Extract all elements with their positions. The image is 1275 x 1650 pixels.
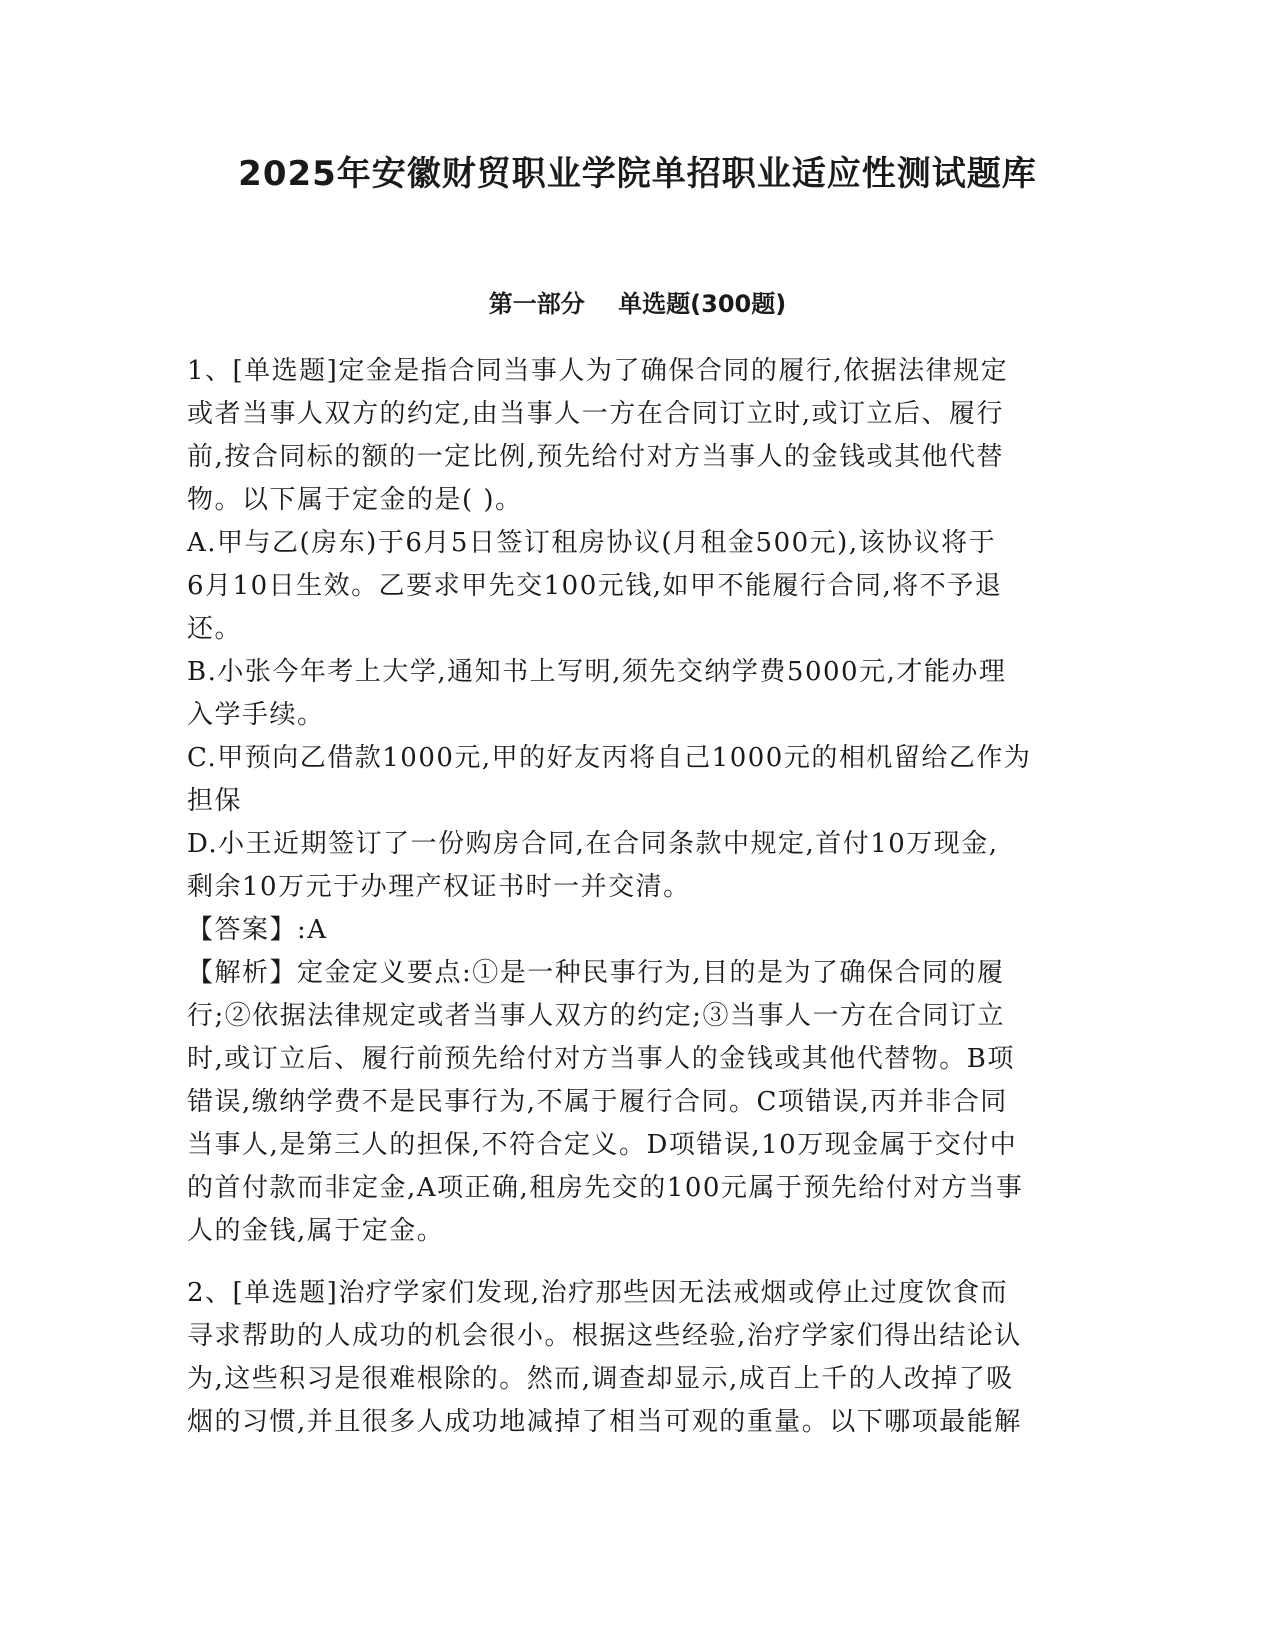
question-line: 为,这些积习是很难根除的。然而,调查却显示,成百上千的人改掉了吸 [187, 1364, 1014, 1394]
explanation-line: 行;②依据法律规定或者当事人双方的约定;③当事人一方在合同订立 [187, 1001, 1006, 1031]
question-line: 物。以下属于定金的是( )。 [187, 485, 523, 515]
option-c-line: 担保 [187, 786, 243, 816]
question-spacer [187, 1253, 1087, 1272]
explanation-line: 当事人,是第三人的担保,不符合定义。D项错误,10万现金属于交付中 [187, 1130, 1018, 1160]
option-b-line: 入学手续。 [187, 700, 325, 730]
explanation-line: 时,或订立后、履行前预先给付对方当事人的金钱或其他代替物。B项 [187, 1044, 1015, 1074]
question-line: 1、[单选题]定金是指合同当事人为了确保合同的履行,依据法律规定 [187, 356, 1009, 386]
question-list [187, 350, 1087, 1444]
question-line: 寻求帮助的人成功的机会很小。根据这些经验,治疗学家们得出结论认 [187, 1321, 1022, 1351]
answer-line: 【答案】:A [187, 915, 328, 945]
question-1 [187, 350, 1087, 1253]
explanation-line: 人的金钱,属于定金。 [187, 1216, 445, 1246]
option-d-line: D.小王近期签订了一份购房合同,在合同条款中规定,首付10万现金, [187, 829, 999, 859]
question-line: 前,按合同标的额的一定比例,预先给付对方当事人的金钱或其他代替 [187, 442, 1005, 472]
explanation-line: 的首付款而非定金,A项正确,租房先交的100元属于预先给付对方当事 [187, 1173, 1024, 1203]
document-title: 2025年安徽财贸职业学院单招职业适应性测试题库 [238, 154, 1037, 194]
option-c-line: C.甲预向乙借款1000元,甲的好友丙将自己1000元的相机留给乙作为 [187, 743, 1032, 773]
explanation-line: 错误,缴纳学费不是民事行为,不属于履行合同。C项错误,丙并非合同 [187, 1087, 1008, 1117]
option-a-line: 6月10日生效。乙要求甲先交100元钱,如甲不能履行合同,将不予退 [187, 571, 1003, 601]
option-a-line: 还。 [187, 614, 243, 644]
option-b-line: B.小张今年考上大学,通知书上写明,须先交纳学费5000元,才能办理 [187, 657, 1007, 687]
explanation-line: 【解析】定金定义要点:①是一种民事行为,目的是为了确保合同的履 [187, 958, 1005, 988]
option-d-line: 剩余10万元于办理产权证书时一并交清。 [187, 872, 691, 902]
question-line: 2、[单选题]治疗学家们发现,治疗那些因无法戒烟或停止过度饮食而 [187, 1278, 1009, 1308]
question-2 [187, 1272, 1087, 1444]
section-title: 第一部分 单选题(300题) [488, 290, 787, 318]
question-line: 或者当事人双方的约定,由当事人一方在合同订立时,或订立后、履行 [187, 399, 1005, 429]
option-a-line: A.甲与乙(房东)于6月5日签订租房协议(月租金500元),该协议将于 [187, 528, 997, 558]
question-line: 烟的习惯,并且很多人成功地减掉了相当可观的重量。以下哪项最能解 [187, 1407, 1022, 1437]
